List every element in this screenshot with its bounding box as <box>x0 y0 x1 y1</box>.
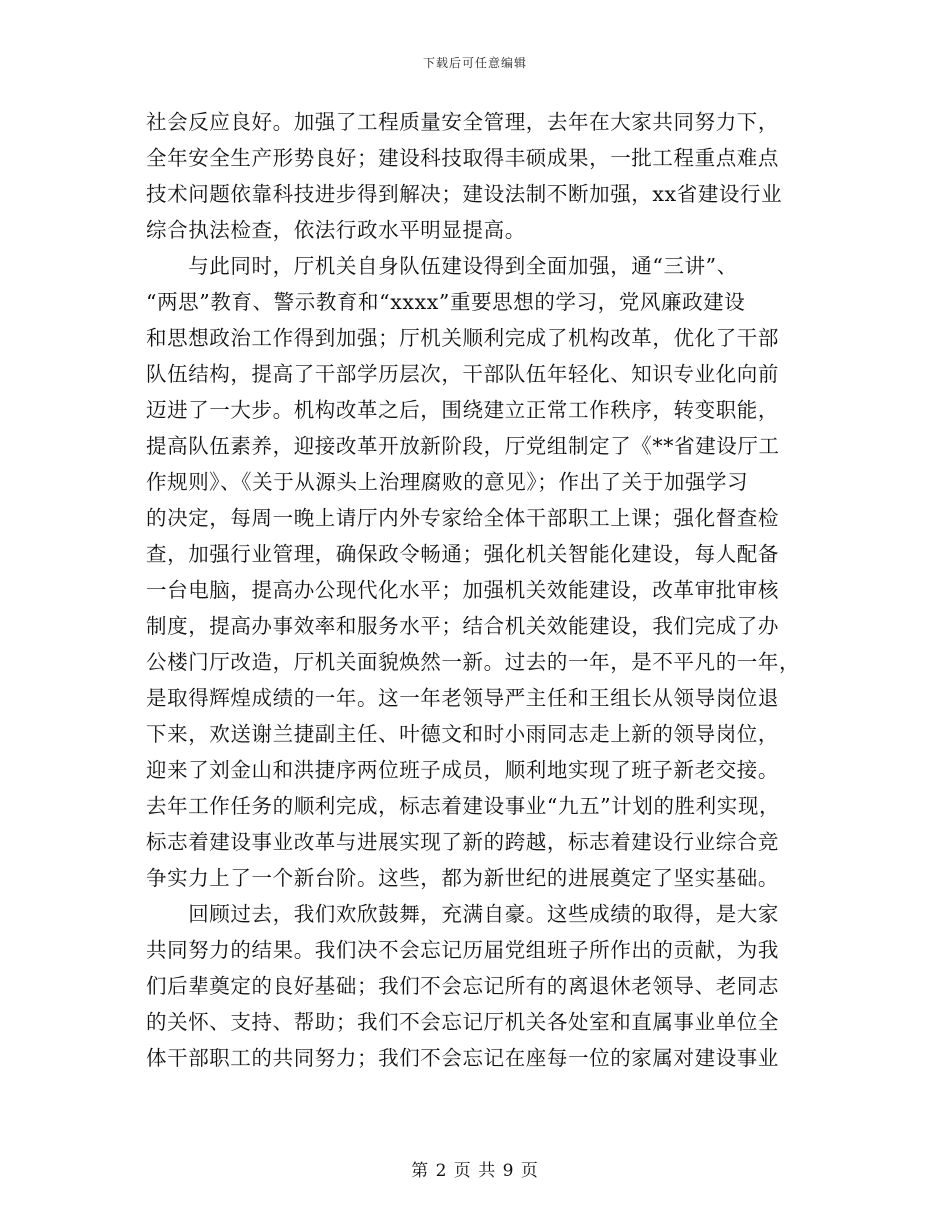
header-note: 下载后可任意编辑 <box>422 56 527 70</box>
text-line: 回顾过去，我们欢欣鼓舞，充满自豪。这些成绩的取得，是大家 <box>146 902 779 926</box>
text-line: 共同努力的结果。我们决不会忘记历届党组班子所作出的贡献，为我 <box>146 938 779 962</box>
body-text <box>146 104 806 1076</box>
text-line: 和思想政治工作得到加强；厅机关顺利完成了机构改革，优化了干部 <box>146 326 779 350</box>
text-line: 全年安全生产形势良好；建设科技取得丰硕成果，一批工程重点难点 <box>146 146 779 170</box>
text-line: 体干部职工的共同努力；我们不会忘记在座每一位的家属对建设事业 <box>146 1046 779 1070</box>
text-line: “两思”教育、警示教育和“xxxx”重要思想的学习，党风廉政建设 <box>146 290 746 314</box>
text-line: 的关怀、支持、帮助；我们不会忘记厅机关各处室和直属事业单位全 <box>146 1010 779 1034</box>
text-line: 与此同时，厅机关自身队伍建设得到全面加强，通“三讲”、 <box>146 254 738 278</box>
text-line: 队伍结构，提高了干部学历层次，干部队伍年轻化、知识专业化向前 <box>146 362 779 386</box>
text-line: 社会反应良好。加强了工程质量安全管理，去年在大家共同努力下， <box>146 110 779 134</box>
text-line: 们后辈奠定的良好基础；我们不会忘记所有的离退休老领导、老同志 <box>146 974 779 998</box>
text-line: 下来，欢送谢兰捷副主任、叶德文和时小雨同志走上新的领导岗位， <box>146 722 779 746</box>
text-line: 查，加强行业管理，确保政令畅通；强化机关智能化建设，每人配备 <box>146 542 779 566</box>
text-line: 迈进了一大步。机构改革之后，围绕建立正常工作秩序，转变职能， <box>146 398 779 422</box>
text-line: 是取得辉煌成绩的一年。这一年老领导严主任和王组长从领导岗位退 <box>146 686 779 710</box>
text-line: 作规则》、《关于从源头上治理腐败的意见》；作出了关于加强学习 <box>146 470 749 494</box>
text-line: 的决定，每周一晚上请厅内外专家给全体干部职工上课；强化督查检 <box>146 506 779 530</box>
text-line: 争实力上了一个新台阶。这些，都为新世纪的进展奠定了坚实基础。 <box>146 866 779 890</box>
text-line: 制度，提高办事效率和服务水平；结合机关效能建设，我们完成了办 <box>146 614 779 638</box>
text-line: 综合执法检查，依法行政水平明显提高。 <box>146 218 526 242</box>
text-line: 迎来了刘金山和洪捷序两位班子成员，顺利地实现了班子新老交接。 <box>146 758 779 782</box>
text-line: 公楼门厅改造，厅机关面貌焕然一新。过去的一年，是不平凡的一年， <box>146 650 801 674</box>
text-line: 去年工作任务的顺利完成，标志着建设事业“九五”计划的胜利实现， <box>146 794 781 818</box>
page-number: 第 2 页 共 9 页 <box>411 1161 539 1181</box>
text-line: 技术问题依靠科技进步得到解决；建设法制不断加强，xx省建设行业 <box>146 182 783 206</box>
text-line: 一台电脑，提高办公现代化水平；加强机关效能建设，改革审批审核 <box>146 578 779 602</box>
text-line: 标志着建设事业改革与进展实现了新的跨越，标志着建设行业综合竞 <box>146 830 779 854</box>
text-line: 提高队伍素养，迎接改革开放新阶段，厅党组制定了《**省建设厅工 <box>146 434 780 458</box>
